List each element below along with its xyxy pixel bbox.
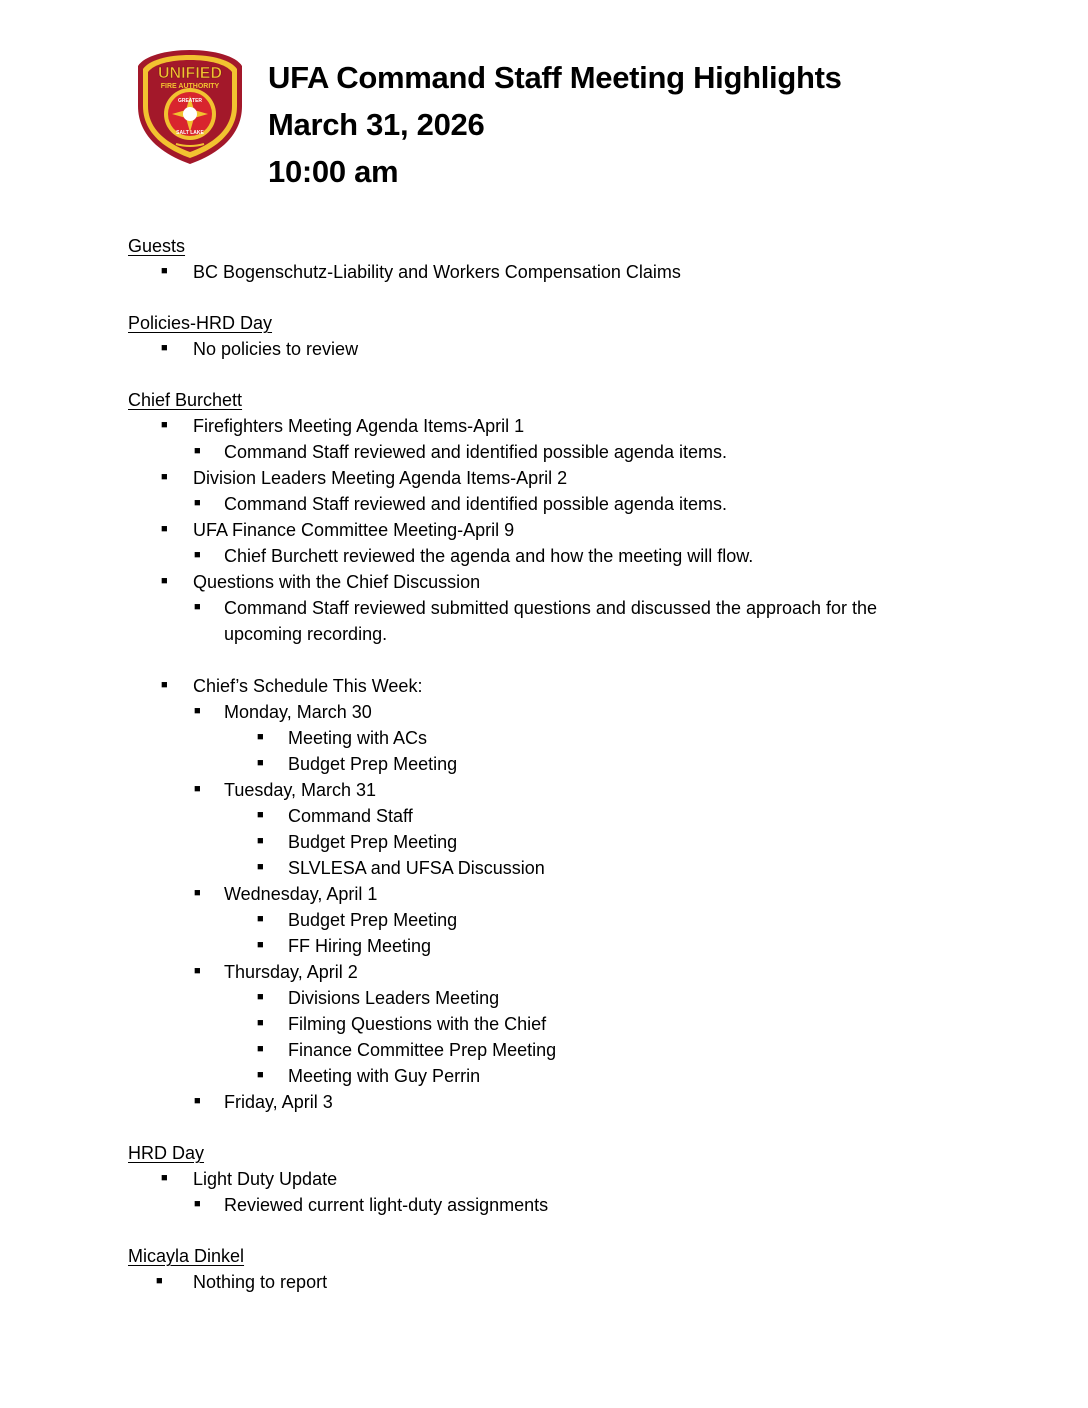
list-item: ■ Nothing to report [0, 1269, 1088, 1295]
list-item: ■ UFA Finance Committee Meeting-April 9 [0, 517, 1088, 543]
section-heading: Policies-HRD Day [128, 313, 273, 333]
sub-list-item: ■ Command Staff reviewed and identified possible agenda items. [0, 491, 1088, 517]
section-heading: HRD Day [128, 1143, 205, 1163]
bullet-icon: ■ [257, 991, 264, 1003]
logo-text-unified: UNIFIED [158, 65, 222, 82]
bullet-icon: ■ [156, 1275, 163, 1287]
meeting-date: March 31, 2026 [268, 107, 485, 142]
title-block [268, 54, 842, 195]
schedule-event: ■ Finance Committee Prep Meeting [0, 1037, 1088, 1063]
sub-list-item: ■ Reviewed current light-duty assignments [0, 1192, 1088, 1218]
bullet-icon: ■ [194, 783, 201, 795]
schedule-event: ■ Filming Questions with the Chief [0, 1011, 1088, 1037]
list-item: ■ BC Bogenschutz-Liability and Workers Compensation Claims [0, 259, 1088, 285]
list-item: ■ Firefighters Meeting Agenda Items-April 1 [0, 413, 1088, 439]
schedule-event: ■ Divisions Leaders Meeting [0, 985, 1088, 1011]
bullet-icon: ■ [161, 523, 168, 535]
sub-list-item: ■ Command Staff reviewed and identified possible agenda items. [0, 439, 1088, 465]
minutes-content [0, 233, 1088, 1320]
section-micayla-dinkel [0, 1243, 1088, 1295]
list-item: ■ No policies to review [0, 336, 1088, 362]
schedule-event: ■ Command Staff [0, 803, 1088, 829]
schedule-day: ■ Thursday, April 2 [0, 959, 1088, 985]
schedule-day: ■ Friday, April 3 [0, 1089, 1088, 1115]
bullet-icon: ■ [257, 1017, 264, 1029]
bullet-icon: ■ [161, 419, 168, 431]
schedule-event: ■ Budget Prep Meeting [0, 829, 1088, 855]
schedule-event: ■ SLVLESA and UFSA Discussion [0, 855, 1088, 881]
bullet-icon: ■ [257, 1043, 264, 1055]
list-item: ■ Division Leaders Meeting Agenda Items-April 2 [0, 465, 1088, 491]
bullet-icon: ■ [161, 342, 168, 354]
bullet-icon: ■ [161, 575, 168, 587]
section-guests [0, 233, 1088, 285]
bullet-icon: ■ [194, 1198, 201, 1210]
section-chief-burchett [0, 387, 1088, 1115]
bullet-icon: ■ [194, 445, 201, 457]
schedule-day: ■ Tuesday, March 31 [0, 777, 1088, 803]
bullet-icon: ■ [194, 549, 201, 561]
bullet-icon: ■ [257, 731, 264, 743]
logo-text-saltlake: SALT LAKE [176, 130, 204, 136]
bullet-icon: ■ [194, 601, 201, 613]
sub-list-item: ■ Command Staff reviewed submitted questions and discussed the approach for the upcoming recording. [0, 595, 1088, 647]
bullet-icon: ■ [194, 705, 201, 717]
list-item: ■ Light Duty Update [0, 1166, 1088, 1192]
bullet-icon: ■ [257, 757, 264, 769]
bullet-icon: ■ [257, 861, 264, 873]
bullet-icon: ■ [161, 471, 168, 483]
section-heading: Chief Burchett [128, 390, 243, 410]
list-item-schedule: ■ Chief’s Schedule This Week: [0, 673, 1088, 699]
bullet-icon: ■ [257, 913, 264, 925]
bullet-icon: ■ [161, 1172, 168, 1184]
bullet-icon: ■ [194, 497, 201, 509]
schedule-event: ■ Meeting with ACs [0, 725, 1088, 751]
bullet-icon: ■ [161, 265, 168, 277]
bullet-icon: ■ [257, 1069, 264, 1081]
section-policies [0, 310, 1088, 362]
page-title: UFA Command Staff Meeting Highlights [268, 60, 842, 95]
meeting-time: 10:00 am [268, 154, 399, 189]
bullet-icon: ■ [161, 679, 168, 691]
bullet-icon: ■ [194, 887, 201, 899]
logo-text-greater: GREATER [177, 98, 203, 104]
section-hrd-day [0, 1140, 1088, 1218]
bullet-icon: ■ [257, 939, 264, 951]
section-heading: Guests [128, 236, 186, 256]
list-item: ■ Questions with the Chief Discussion [0, 569, 1088, 595]
schedule-day: ■ Wednesday, April 1 [0, 881, 1088, 907]
schedule-event: ■ Budget Prep Meeting [0, 751, 1088, 777]
schedule-event: ■ Budget Prep Meeting [0, 907, 1088, 933]
bullet-icon: ■ [257, 835, 264, 847]
section-heading: Micayla Dinkel [128, 1246, 245, 1266]
bullet-icon: ■ [194, 1095, 201, 1107]
sub-list-item: ■ Chief Burchett reviewed the agenda and how the meeting will flow. [0, 543, 1088, 569]
bullet-icon: ■ [257, 809, 264, 821]
schedule-day: ■ Monday, March 30 [0, 699, 1088, 725]
logo-text-authority: FIRE AUTHORITY [160, 83, 220, 90]
schedule-event: ■ FF Hiring Meeting [0, 933, 1088, 959]
schedule-event: ■ Meeting with Guy Perrin [0, 1063, 1088, 1089]
ufa-logo [136, 48, 244, 166]
bullet-icon: ■ [194, 965, 201, 977]
